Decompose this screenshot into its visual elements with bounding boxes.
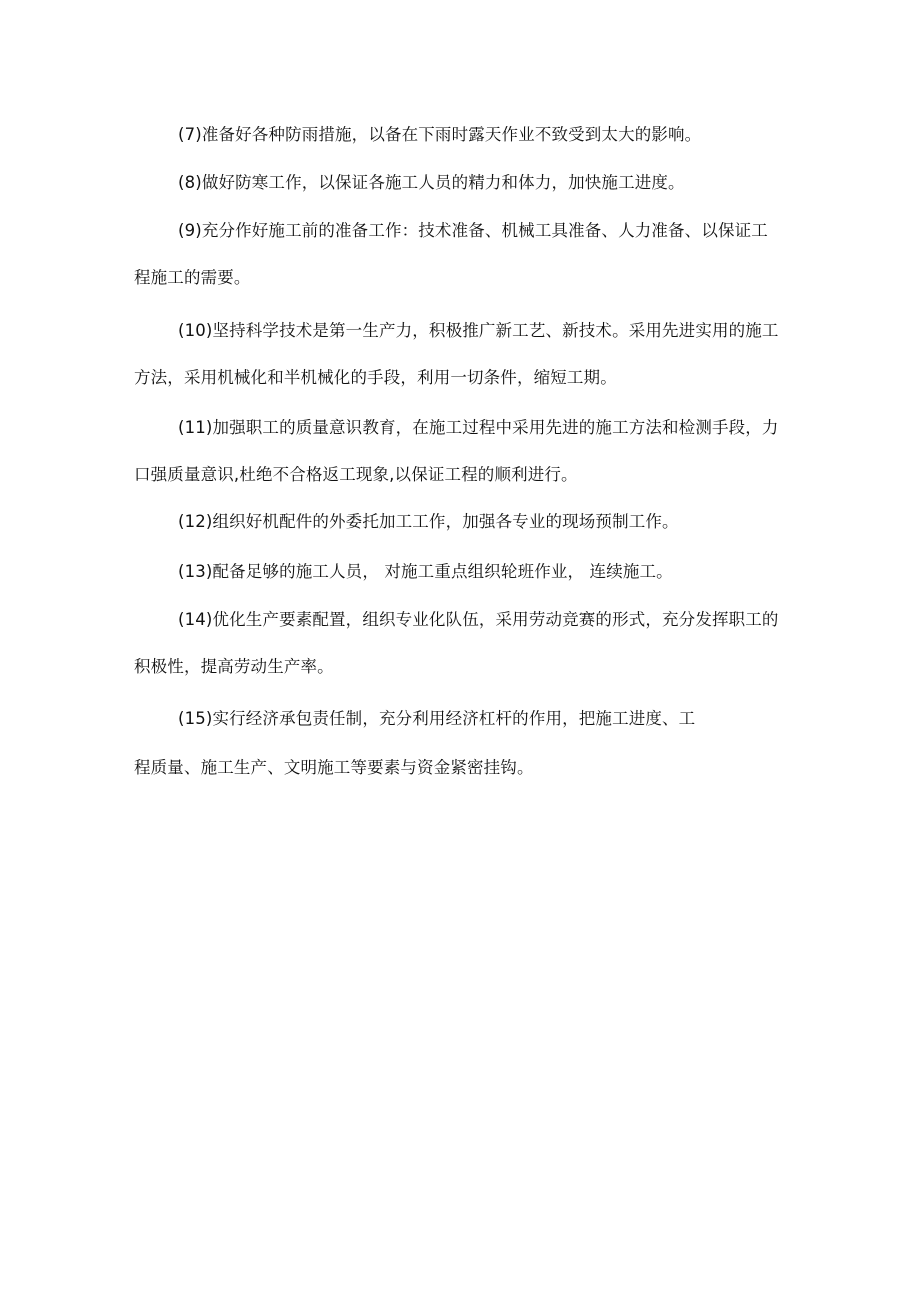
paragraph-line: (10)坚持科学技术是第一生产力，积极推广新工艺、新技术。采用先进实用的施工 [178, 321, 779, 340]
paragraph-line: (11)加强职工的质量意识教育，在施工过程中采用先进的施工方法和检测手段，力 [178, 418, 779, 437]
paragraph-15 [134, 695, 794, 791]
paragraph-8 [134, 159, 794, 206]
paragraph-line: (13)配备足够的施工人员， 对施工重点组织轮班作业， 连续施工。 [178, 562, 673, 581]
paragraph-line: (12)组织好机配件的外委托加工工作，加强各专业的现场预制工作。 [178, 512, 679, 531]
paragraph-line: (8)做好防寒工作，以保证各施工人员的精力和体力，加快施工进度。 [178, 173, 685, 192]
paragraph-line: 方法，采用机械化和半机械化的手段，利用一切条件，缩短工期。 [134, 368, 617, 387]
paragraph-12 [134, 498, 794, 545]
paragraph-11 [134, 404, 794, 498]
paragraph-line: 程质量、施工生产、文明施工等要素与资金紧密挂钩。 [134, 758, 534, 777]
paragraph-line: 口强质量意识,杜绝不合格返工现象,以保证工程的顺利进行。 [134, 465, 578, 484]
paragraph-7 [134, 111, 794, 158]
paragraph-14 [134, 596, 794, 690]
paragraph-line: 积极性，提高劳动生产率。 [134, 657, 334, 676]
paragraph-line: (14)优化生产要素配置，组织专业化队伍，采用劳动竞赛的形式，充分发挥职工的 [178, 610, 779, 629]
paragraph-9 [134, 207, 794, 301]
paragraph-10 [134, 307, 794, 401]
paragraph-13 [134, 548, 794, 595]
paragraph-line: (7)准备好各种防雨措施，以备在下雨时露天作业不致受到太大的影响。 [178, 125, 702, 144]
paragraph-line: (15)实行经济承包责任制，充分利用经济杠杆的作用，把施工进度、工 [178, 709, 696, 728]
paragraph-line: 程施工的需要。 [134, 268, 251, 287]
paragraph-line: (9)充分作好施工前的准备工作：技术准备、机械工具准备、人力准备、以保证工 [178, 221, 768, 240]
